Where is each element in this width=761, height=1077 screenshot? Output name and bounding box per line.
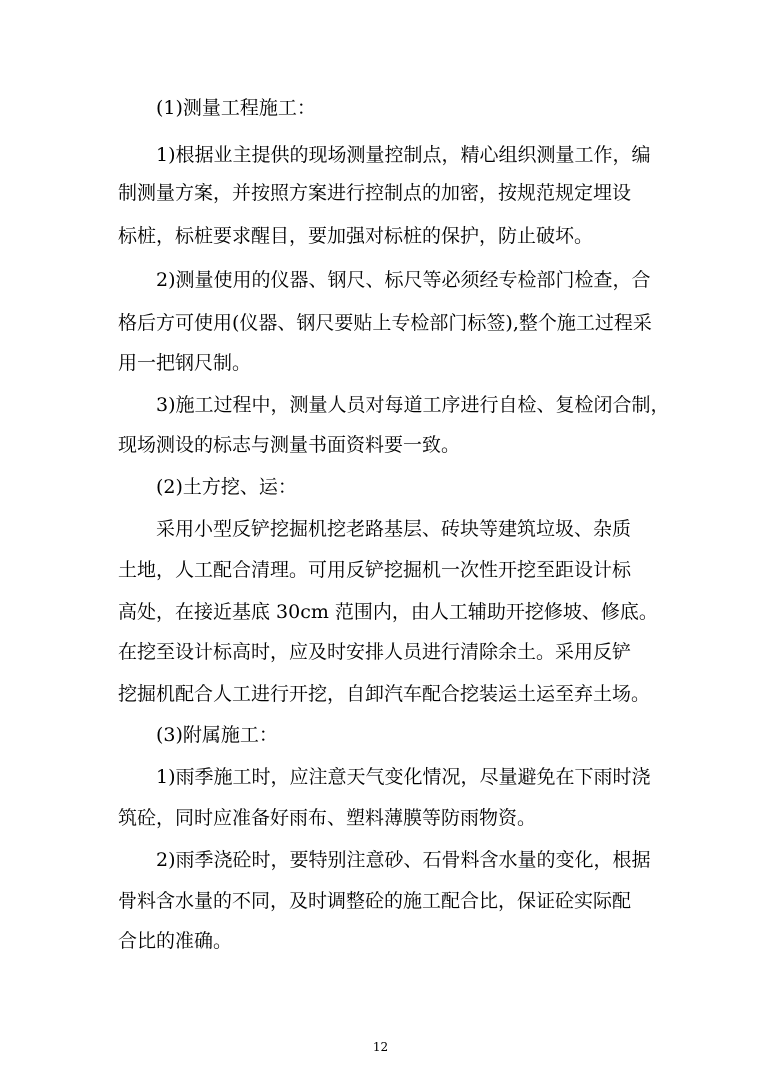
heading-ancillary: (3)附属施工： [156,724,278,746]
paragraph-line: 骨料含水量的不同，及时调整砼的施工配合比，保证砼实际配 [118,890,632,912]
page-number: 12 [372,1040,389,1054]
paragraph-line: 1)雨季施工时，应注意天气变化情况，尽量避免在下雨时浇 [156,766,651,788]
paragraph-line: 标桩，标桩要求醒目，要加强对标桩的保护，防止破坏。 [118,225,594,247]
paragraph-line: 挖掘机配合人工进行开挖，自卸汽车配合挖装运土运至弃土场。 [118,683,651,705]
paragraph-line: 采用小型反铲挖掘机挖老路基层、砖块等建筑垃圾、杂质 [156,518,632,540]
paragraph-line: 土地，人工配合清理。可用反铲挖掘机一次性开挖至距设计标 [118,559,632,581]
paragraph-line: 在挖至设计标高时，应及时安排人员进行清除余土。采用反铲 [118,641,632,663]
paragraph-line: 3)施工过程中，测量人员对每道工序进行自检、复检闭合制， [156,394,670,416]
paragraph-line: 2)测量使用的仪器、钢尺、标尺等必须经专检部门检查，合 [156,269,651,291]
paragraph-line: 2)雨季浇砼时，要特别注意砂、石骨料含水量的变化，根据 [156,849,651,871]
paragraph-line: 格后方可使用(仪器、钢尺要贴上专检部门标签),整个施工过程采 [118,312,652,334]
paragraph-line: 制测量方案，并按照方案进行控制点的加密，按规范规定埋设 [118,182,632,204]
paragraph-line: 用一把钢尺制。 [118,352,252,374]
paragraph-line: 合比的准确。 [118,930,233,952]
heading-surveying: (1)测量工程施工： [156,97,316,119]
paragraph-line: 高处，在接近基底 30cm 范围内，由人工辅助开挖修坡、修底。 [118,601,658,623]
paragraph-line: 1)根据业主提供的现场测量控制点，精心组织测量工作，编 [156,144,651,166]
paragraph-line: 筑砼，同时应准备好雨布、塑料薄膜等防雨物资。 [118,807,537,829]
heading-earthwork: (2)土方挖、运： [156,476,297,498]
paragraph-line: 现场测设的标志与测量书面资料要一致。 [118,434,461,456]
